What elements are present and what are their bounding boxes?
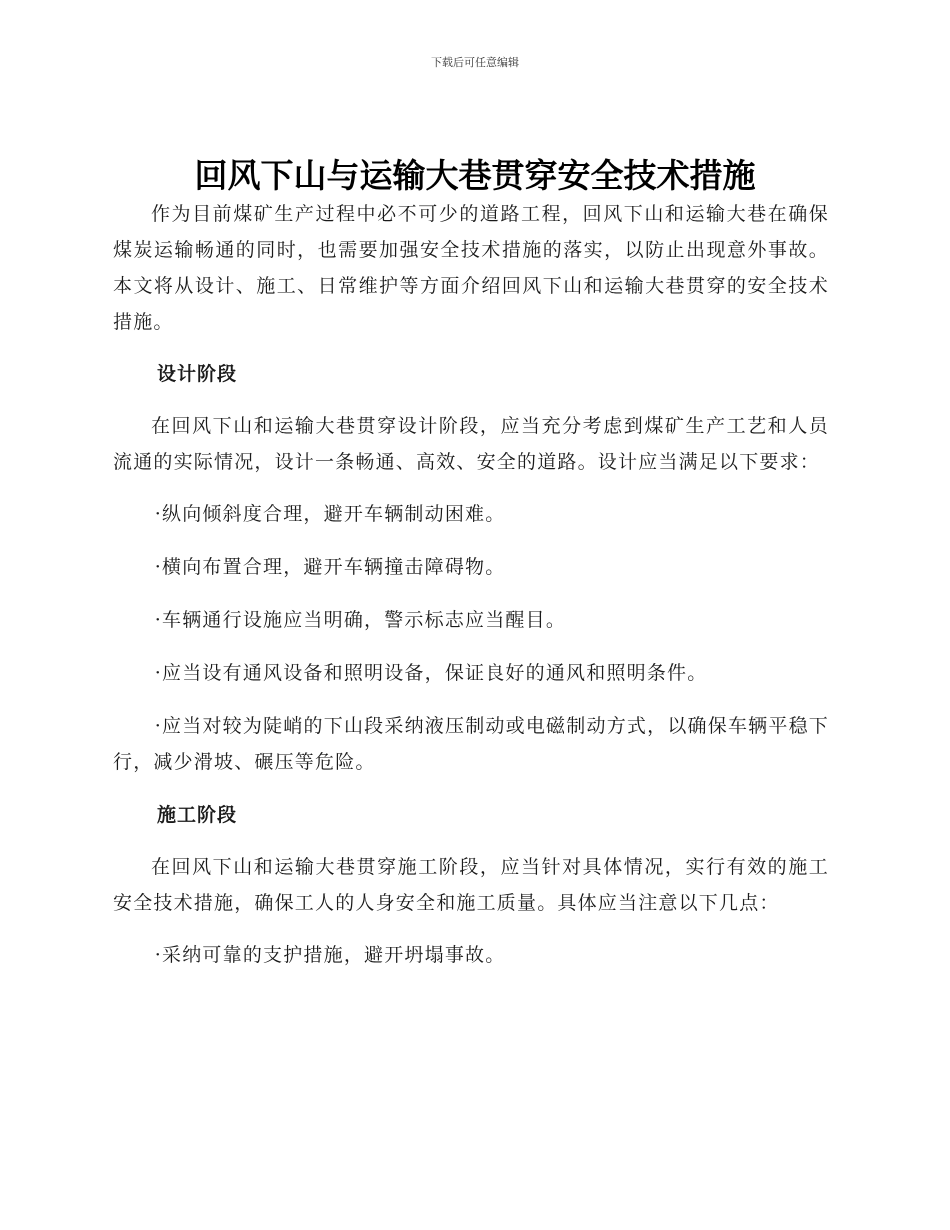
section-paragraph-construction: 在回风下山和运输大巷贯穿施工阶段，应当针对具体情况，实行有效的施工安全技术措施，确保工人的人身安全和施工质量。具体应当注意以下几点： [113,856,829,914]
section-heading-construction: 施工阶段 [157,804,238,826]
document-body [113,196,829,990]
list-item: ·采纳可靠的支护措施，避开坍塌事故。 [154,944,506,966]
intro-paragraph: 作为目前煤矿生产过程中必不可少的道路工程，回风下山和运输大巷在确保煤炭运输畅通的同时，也需要加强安全技术措施的落实，以防止出现意外事故。本文将从设计、施工、日常维护等方面介绍回风下山和运输大巷贯穿的安全技术措施。 [113,203,829,333]
list-item: ·纵向倾斜度合理，避开车辆制动困难。 [154,503,506,525]
list-item: ·车辆通行设施应当明确，警示标志应当醒目。 [154,609,567,631]
section-paragraph-design: 在回风下山和运输大巷贯穿设计阶段，应当充分考虑到煤矿生产工艺和人员流通的实际情况，设计一条畅通、高效、安全的道路。设计应当满足以下要求： [113,415,829,473]
list-item: ·横向布置合理，避开车辆撞击障碍物。 [154,556,506,578]
list-item: ·应当设有通风设备和照明设备，保证良好的通风和照明条件。 [154,662,708,684]
section-heading-design: 设计阶段 [157,363,238,385]
header-note: 下载后可任意编辑 [431,56,519,69]
document-title: 回风下山与运输大巷贯穿安全技术措施 [194,156,756,195]
list-item: ·应当对较为陡峭的下山段采纳液压制动或电磁制动方式，以确保车辆平稳下行，减少滑坡、碾压等危险。 [113,715,829,773]
